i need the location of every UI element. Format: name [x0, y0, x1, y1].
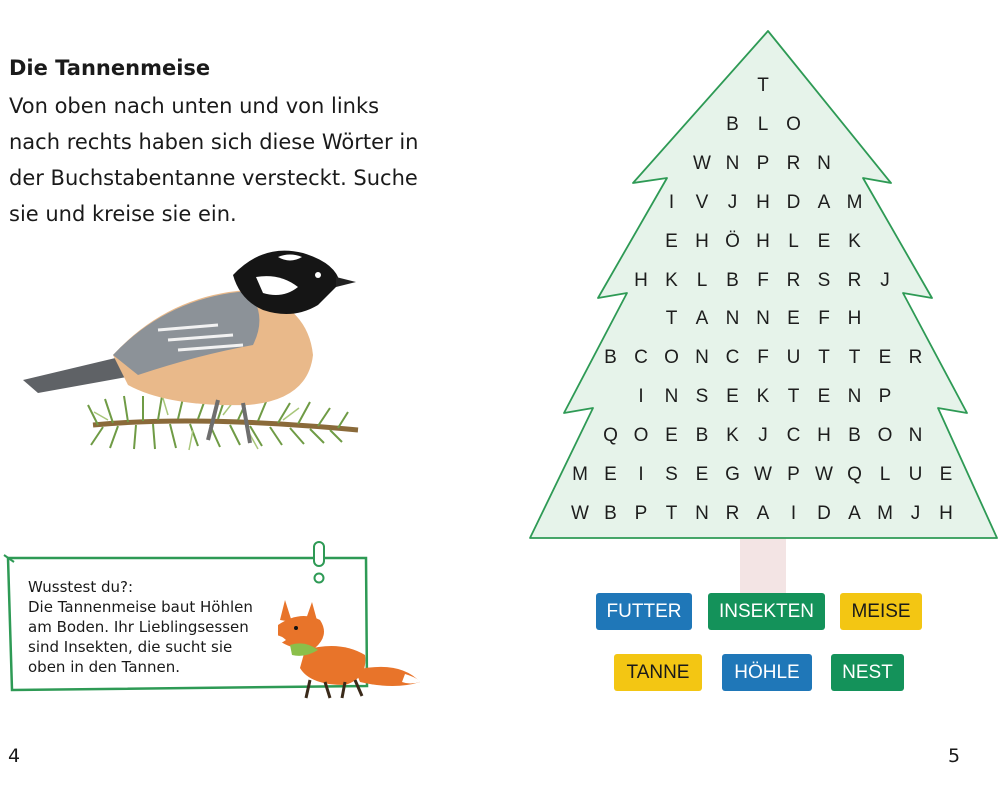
- puzzle-letter[interactable]: W: [571, 502, 589, 524]
- puzzle-letter[interactable]: S: [665, 464, 678, 485]
- puzzle-letter[interactable]: R: [908, 347, 923, 369]
- puzzle-letter[interactable]: G: [725, 464, 740, 485]
- puzzle-letter[interactable]: N: [725, 152, 740, 174]
- puzzle-letter[interactable]: O: [633, 425, 649, 447]
- puzzle-letter[interactable]: E: [787, 308, 800, 330]
- puzzle-letter[interactable]: E: [939, 464, 953, 485]
- page-title: Die Tannenmeise: [9, 56, 211, 80]
- puzzle-letter[interactable]: P: [756, 152, 770, 174]
- puzzle-letter[interactable]: T: [818, 347, 830, 369]
- info-line: am Boden. Ihr Lieblingsessen: [28, 618, 249, 636]
- info-line: sind Insekten, die sucht sie: [28, 638, 233, 656]
- puzzle-letter[interactable]: J: [758, 425, 768, 447]
- puzzle-letter[interactable]: H: [634, 269, 648, 291]
- puzzle-letter[interactable]: J: [880, 269, 890, 291]
- puzzle-letter[interactable]: B: [726, 269, 739, 291]
- bird-body: [23, 251, 356, 443]
- puzzle-letter[interactable]: H: [847, 308, 862, 330]
- puzzle-letter[interactable]: A: [817, 191, 831, 213]
- puzzle-letter[interactable]: E: [817, 386, 831, 408]
- puzzle-letter[interactable]: J: [910, 502, 921, 524]
- puzzle-letter[interactable]: B: [726, 113, 739, 135]
- puzzle-letter[interactable]: T: [665, 308, 678, 330]
- puzzle-letter[interactable]: E: [665, 425, 678, 447]
- puzzle-letter[interactable]: R: [725, 502, 740, 524]
- puzzle-letter[interactable]: T: [787, 386, 800, 408]
- coal-tit-bird-icon: [18, 235, 363, 485]
- puzzle-letter[interactable]: K: [848, 230, 861, 252]
- instructions: [9, 88, 429, 232]
- puzzle-letter[interactable]: W: [815, 464, 833, 485]
- puzzle-letter[interactable]: E: [726, 386, 739, 408]
- puzzle-letter[interactable]: N: [664, 386, 679, 408]
- puzzle-letter[interactable]: N: [695, 502, 709, 524]
- instruction-line: Von oben nach unten und von links: [9, 94, 380, 118]
- puzzle-letter[interactable]: K: [726, 425, 739, 447]
- puzzle-letter[interactable]: I: [790, 502, 797, 524]
- puzzle-letter[interactable]: O: [664, 347, 679, 369]
- tree-outline: [530, 31, 997, 538]
- puzzle-letter[interactable]: N: [817, 152, 831, 174]
- puzzle-letter[interactable]: T: [757, 75, 769, 96]
- puzzle-letter[interactable]: N: [695, 347, 709, 369]
- puzzle-letter[interactable]: Ö: [725, 230, 740, 252]
- fox-icon: [263, 600, 420, 698]
- word-tag-futter: FUTTER: [596, 593, 692, 630]
- puzzle-letter[interactable]: I: [638, 386, 644, 408]
- puzzle-letter[interactable]: P: [878, 386, 892, 408]
- puzzle-letter[interactable]: E: [878, 347, 892, 369]
- info-line: Wusstest du?:: [28, 578, 134, 596]
- puzzle-letter[interactable]: A: [695, 308, 709, 330]
- puzzle-letter[interactable]: M: [877, 502, 893, 524]
- puzzle-letter[interactable]: U: [908, 464, 923, 485]
- puzzle-letter[interactable]: M: [846, 191, 863, 213]
- puzzle-letter[interactable]: H: [939, 502, 953, 524]
- puzzle-letter[interactable]: E: [604, 464, 617, 485]
- puzzle-letter[interactable]: H: [695, 230, 709, 252]
- puzzle-letter[interactable]: C: [634, 347, 648, 369]
- exclamation-icon: [314, 542, 324, 583]
- puzzle-letter[interactable]: R: [786, 152, 801, 174]
- instruction-line: nach rechts haben sich diese Wörter in: [9, 130, 419, 154]
- puzzle-letter[interactable]: L: [757, 113, 769, 135]
- puzzle-letter[interactable]: L: [788, 230, 799, 252]
- puzzle-letter[interactable]: B: [604, 347, 617, 369]
- word-tag-höhle: HÖHLE: [722, 654, 812, 691]
- info-line: oben in den Tannen.: [28, 658, 181, 676]
- puzzle-letter[interactable]: E: [665, 230, 678, 252]
- puzzle-letter[interactable]: T: [848, 347, 861, 369]
- puzzle-letter[interactable]: C: [786, 425, 801, 447]
- puzzle-letter[interactable]: K: [756, 386, 770, 408]
- puzzle-letter[interactable]: H: [756, 230, 770, 252]
- puzzle-letter[interactable]: D: [786, 191, 801, 213]
- word-tag-insekten: INSEKTEN: [708, 593, 825, 630]
- puzzle-letter[interactable]: E: [817, 230, 831, 252]
- info-line: Die Tannenmeise baut Höhlen: [28, 598, 253, 616]
- word-tag-tanne: TANNE: [614, 654, 702, 691]
- puzzle-letter[interactable]: N: [847, 386, 862, 408]
- puzzle-letter[interactable]: B: [848, 425, 861, 447]
- puzzle-letter[interactable]: H: [817, 425, 831, 447]
- puzzle-letter[interactable]: S: [695, 386, 709, 408]
- puzzle-letter[interactable]: I: [668, 191, 675, 213]
- puzzle-letter[interactable]: B: [695, 425, 709, 447]
- puzzle-letter[interactable]: B: [604, 502, 617, 524]
- word-tag-nest: NEST: [831, 654, 904, 691]
- puzzle-letter[interactable]: W: [693, 152, 711, 174]
- puzzle-letter[interactable]: A: [848, 502, 861, 524]
- puzzle-letter[interactable]: N: [756, 308, 770, 330]
- puzzle-letter[interactable]: F: [818, 308, 830, 330]
- puzzle-letter[interactable]: K: [665, 269, 678, 291]
- puzzle-letter[interactable]: R: [847, 269, 862, 291]
- puzzle-letter[interactable]: N: [908, 425, 923, 447]
- puzzle-letter[interactable]: F: [757, 269, 769, 291]
- puzzle-letter[interactable]: P: [634, 502, 648, 524]
- puzzle-letter[interactable]: W: [754, 464, 772, 485]
- instruction-line: sie und kreise sie ein.: [9, 202, 237, 226]
- puzzle-letter[interactable]: L: [696, 269, 708, 291]
- puzzle-letter[interactable]: O: [877, 425, 893, 447]
- puzzle-letter[interactable]: C: [725, 347, 740, 369]
- instruction-line: der Buchstabentanne versteckt. Suche: [9, 166, 418, 190]
- puzzle-letter[interactable]: M: [572, 464, 588, 485]
- puzzle-letter[interactable]: I: [638, 464, 644, 485]
- word-tag-meise: MEISE: [840, 593, 922, 630]
- puzzle-letter[interactable]: P: [787, 464, 800, 485]
- page-number-left: 4: [8, 745, 21, 767]
- puzzle-letter[interactable]: H: [756, 191, 770, 213]
- page-number-right: 5: [948, 745, 961, 767]
- puzzle-letter[interactable]: V: [695, 191, 709, 213]
- puzzle-letter[interactable]: R: [786, 269, 801, 291]
- puzzle-letter[interactable]: J: [727, 191, 738, 213]
- puzzle-letter[interactable]: O: [786, 113, 801, 135]
- puzzle-letter[interactable]: E: [695, 464, 709, 485]
- puzzle-letter[interactable]: T: [665, 502, 678, 524]
- puzzle-letter[interactable]: L: [879, 464, 891, 485]
- puzzle-letter[interactable]: N: [725, 308, 740, 330]
- puzzle-letter[interactable]: U: [786, 347, 801, 369]
- info-text: [28, 577, 273, 677]
- puzzle-letter[interactable]: Q: [603, 425, 618, 447]
- puzzle-letter[interactable]: Q: [847, 464, 862, 485]
- puzzle-letter[interactable]: S: [817, 269, 831, 291]
- puzzle-letter[interactable]: F: [757, 347, 769, 369]
- puzzle-letter[interactable]: A: [756, 502, 770, 524]
- puzzle-letter[interactable]: D: [817, 502, 831, 524]
- letter-tree: [525, 28, 1000, 603]
